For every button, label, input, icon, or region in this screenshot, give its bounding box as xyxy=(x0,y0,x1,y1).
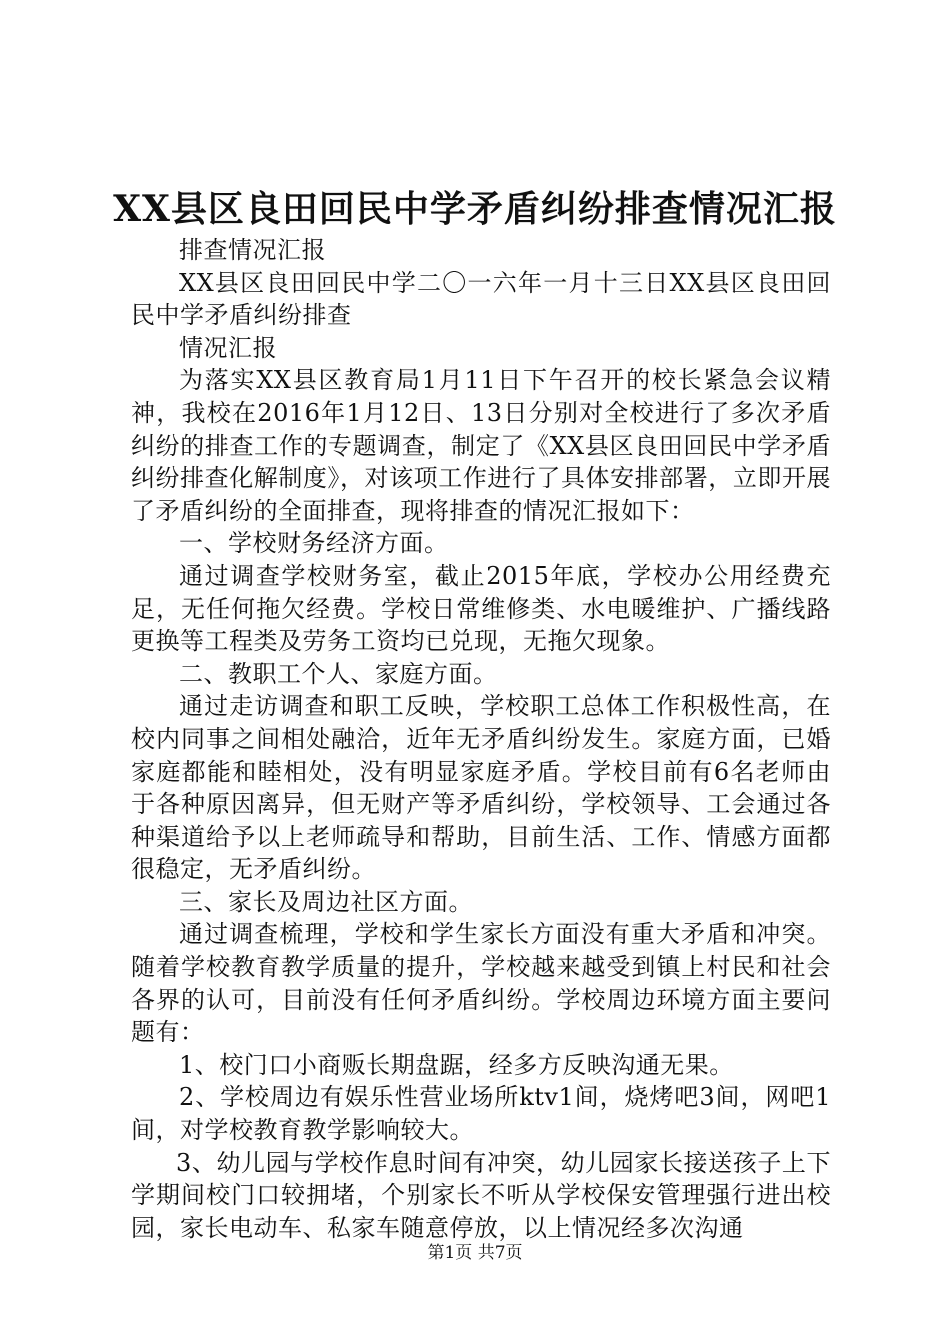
paragraph: 通过调查学校财务室，截止2015年底，学校办公用经费充足，无任何拖欠经费。学校日常维修类、水电暖维护、广播线路更换等工程类及劳务工资均已兑现，无拖欠现象。 xyxy=(131,561,831,656)
page-footer: 第1页 共7页 xyxy=(427,1243,523,1263)
section-heading: 三、家长及周边社区方面。 xyxy=(179,887,473,916)
document-title: XX县区良田回民中学矛盾纠纷排查情况汇报 xyxy=(113,188,837,230)
section-heading: 一、学校财务经济方面。 xyxy=(179,529,449,558)
list-item: 1、校门口小商贩长期盘踞，经多方反映沟通无果。 xyxy=(179,1050,734,1079)
section-heading: 二、教职工个人、家庭方面。 xyxy=(179,659,498,688)
paragraph: 情况汇报 xyxy=(179,333,277,362)
list-item: 2、学校周边有娱乐性营业场所ktv1间，烧烤吧3间，网吧1间，对学校教育教学影响较大。 xyxy=(131,1083,831,1145)
list-item: 3、幼儿园与学校作息时间有冲突，幼儿园家长接送孩子上下学期间校门口较拥堵，个别家长不听从学校保安管理强行进出校园，家长电动车、私家车随意停放，以上情况经多次沟通 xyxy=(131,1148,831,1242)
paragraph: 排查情况汇报 xyxy=(179,236,326,264)
paragraph: 通过走访调查和职工反映，学校职工总体工作积极性高，在校内同事之间相处融洽，近年无矛盾纠纷发生。家庭方面，已婚家庭都能和睦相处，没有明显家庭矛盾。学校目前有6名老师由于各种原因离异，但无财产等矛盾纠纷，学校领导、工会通过各种渠道给予以上老师疏导和帮助，目前生活、工作、情感方面都很稳定，无矛盾纠纷。 xyxy=(131,692,831,884)
paragraph: 通过调查梳理，学校和学生家长方面没有重大矛盾和冲突。随着学校教育教学质量的提升，学校越来越受到镇上村民和社会各界的认可，目前没有任何矛盾纠纷。学校周边环境方面主要问题有： xyxy=(131,920,831,1047)
document-body xyxy=(131,234,831,1244)
paragraph: XX县区良田回民中学二〇一六年一月十三日XX县区良田回民中学矛盾纠纷排查 xyxy=(131,268,831,330)
paragraph: 为落实XX县区教育局1月11日下午召开的校长紧急会议精神，我校在2016年1月12日、13日分别对全校进行了多次矛盾纠纷的排查工作的专题调查，制定了《XX县区良田回民中学矛盾纠纷排查化解制度》，对该项工作进行了具体安排部署，立即开展了矛盾纠纷的全面排查，现将排查的情况汇报如下： xyxy=(131,366,831,525)
